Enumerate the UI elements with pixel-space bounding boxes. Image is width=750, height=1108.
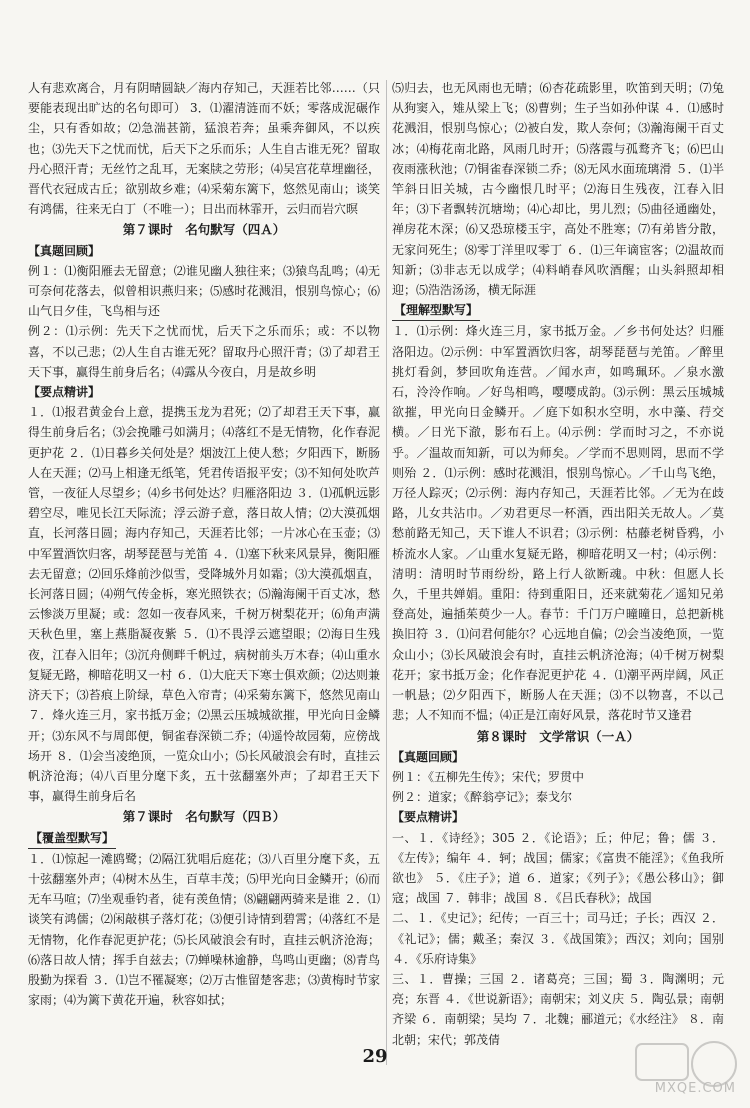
column-divider xyxy=(386,80,387,1065)
lesson-heading-7a: 第７课时 名句默写（四Ａ） xyxy=(122,222,286,238)
section-label-understanding xyxy=(392,300,724,321)
example-1: 例１：⑴衡阳雁去无留意；⑵谁见幽人独往来；⑶猿鸟乱鸣；⑷无可奈何花落去，似曾相识燕归来；⑸感时花溅泪，恨别鸟惊心；⑹山气日夕佳，飞鸟相与还 xyxy=(28,263,380,319)
cover-type-label: 【覆盖型默写】 xyxy=(28,828,116,849)
understanding-body: １．⑴示例：烽火连三月，家书抵万金。／乡书何处达？归雁洛阳边。⑵示例：中军置酒饮归客，胡琴琵琶与羌笛。／醉里挑灯看剑，梦回吹角连营。／闻水声，如鸣珮环。／泉水激石，泠泠作响。／好鸟相鸣，嘤嘤成韵。⑶示例：黑云压城城欲摧，甲光向日金鳞开。／庭下如积水空明，水中藻、荇交横。／日光下澈，影布石上。⑷示例：学而时习之，不亦说乎。／温故而知新，可以为师矣。／学而不思则罔，思而不学则殆 ２．⑴示例：感时花溅泪，恨别鸟惊心。／千山鸟飞绝，万径人踪灭；⑵示例：海内存知己，天涯若比邻。／无为在歧路，儿女共沾巾。／劝君更尽一杯酒，西出阳关无故人。／莫愁前路无知己，天下谁人不识君；⑶示例：枯藤老树昏鸦，小桥流水人家。／山重水复疑无路，柳暗花明又一村；⑷示例：清明：清明时节雨纷纷，路上行人欲断魂。中秋：但愿人长久，千里共婵娟。重阳：待到重阳日，还来就菊花／遥知兄弟登高处，遍插茱萸少一人。春节：千门万户曈曈日，总把新桃换旧符 ３．⑴问君何能尔？心远地自偏；⑵会当凌绝顶，一览众山小；⑶长风破浪会有时，直挂云帆济沧海；⑷千树万树梨花开；家书抵万金；化作春泥更护花 ４．⑴潮平两岸阔，风正一帆悬；⑵夕阳西下，断肠人在天涯；⑶不以物喜，不以己悲；人不知而不愠；⑷正是江南好风景，落花时节又逢君 xyxy=(392,324,724,723)
watermark-logo xyxy=(622,1036,742,1098)
watermark-text: MXQE.COM xyxy=(654,1081,736,1096)
lesson-heading-8a: 第８课时 文学常识（一Ａ） xyxy=(476,728,640,744)
intro-paragraph: 人有悲欢离合，月有阴晴圆缺／海内存知己，天涯若比邻……（只要能表现出旷达的名句即可） 3．⑴濯清涟而不妖；零落成泥碾作尘，只有香如故；⑵急湍甚箭，猛浪若奔；虽乘奔御风，不以疾也；⑶先天下之忧而忧，后天下之乐而乐；人生自古谁无死？留取丹心照汗青；无丝竹之乱耳，无案牍之劳形；⑷吴宫花草埋幽径，晋代衣冠成古丘；欲别故乡难；⑷采菊东篱下，悠然见南山；谈笑有鸿儒，往来无白丁（不唯一）；日出而林霏开，云归而岩穴暝 xyxy=(28,81,380,217)
cover-type-body: １．⑴惊起一滩鸥鹭；⑵隔江犹唱后庭花；⑶八百里分麾下炙，五十弦翻塞外声；⑷树木丛生，百草丰茂；⑸甲光向日金鳞开；⑹而无车马喧；⑺坐观垂钓者，徒有羡鱼情；⑻翩翩两骑来是谁 ２．⑴谈笑有鸿儒；⑵闲敲棋子落灯花；⑶便引诗情到碧霄；⑷落红不是无情物，化作春泥更护花；⑸长风破浪会有时，直挂云帆济沧海；⑹落日故人情；挥手自兹去；⑺蝉噪林逾静，鸟鸣山更幽；⑻青鸟殷勤为探看 ３．⑴岂不罹凝寒；⑵万古惟留楚客悲；⑶黄梅时节家家雨；⑷为篱下黄花开遍，秋容如拭； xyxy=(28,851,380,1008)
example-1-8: 例１：《五柳先生传》；宋代；罗贯中 xyxy=(392,769,585,784)
left-column xyxy=(28,78,380,1010)
continued-answers: ⑸归去，也无风雨也无晴；⑹杏花疏影里，吹笛到天明；⑺兔从狗窦入，雉从梁上飞；⑻曹刿；生子当如孙仲谋 ４．⑴感时花溅泪，恨别鸟惊心；⑵被白发，欺人奈何；⑶瀚海阑干百丈冰；⑷梅花南北路，风雨几时开；⑸落霞与孤鹜齐飞；⑹巴山夜雨涨秋池；⑺铜雀春深锁二乔；⑻无风水面琉璃滑 ５．⑴半竿斜日旧关城，古今幽恨几时平；⑵海日生残夜，江春入旧年；⑶下者飘转沉塘坳；⑷心却比，男儿烈；⑸曲径通幽处，禅房花木深；⑹又恐琼楼玉宇，高处不胜寒；⑺有弟皆分散，无家问死生；⑻零丁洋里叹零丁 ６．⑴三年谪宦客；⑵温故而知新；⑶非志无以成学；⑷料峭春风吹酒醒；山头斜照却相迎；⑸浩浩汤汤，横无际涯 xyxy=(392,81,724,298)
section-label-real-review-8: 【真题回顾】 xyxy=(392,749,465,764)
example-2: 例２：⑴示例：先天下之忧而忧，后天下之乐而乐；或：不以物喜，不以己悲；⑵人生自古谁无死？留取丹心照汗青；⑶了却君王天下事，赢得生前身后名；⑷露从今夜白，月是故乡明 xyxy=(28,324,380,379)
literature-part-3: 三、１．曹操；三国 ２．诸葛亮；三国；蜀 ３．陶渊明；元亮；东晋 ４．《世说新语》；南朝宋；刘义庆 ５．陶弘景；南朝齐梁 ６．南朝梁；吴均 ７．北魏；郦道元；《水经注》 ８．南北朝；宋代；郭茂倩 xyxy=(392,971,724,1047)
literature-part-1: 一、１．《诗经》；305 ２．《论语》；丘；仲尼；鲁；儒 ３．《左传》；编年 ４．轲；战国；儒家；《富贵不能淫》；《鱼我所欲也》 ５．《庄子》；道 ６．道家；《列子》；《愚公移山》；御寇；战国 ７．韩非；战国 ８．《吕氏春秋》；战国 xyxy=(392,830,724,906)
section-label-key-points-8: 【要点精讲】 xyxy=(392,810,465,825)
example-2-8: 例２：道家；《醉翁亭记》；泰戈尔 xyxy=(392,790,573,805)
key-points-body: １．⑴报君黄金台上意，提携玉龙为君死；⑵了却君王天下事，赢得生前身后名；⑶会挽雕弓如满月；⑷落红不是无情物，化作春泥更护花 ２．⑴日暮乡关何处是？烟波江上使人愁；夕阳西下，断肠人在天涯；⑵马上相逢无纸笔，凭君传语报平安；⑶不知何处吹芦管，一夜征人尽望乡；⑷乡书何处达？归雁洛阳边 ３．⑴孤帆远影碧空尽，唯见长江天际流；浮云游子意，落日故人情；⑵大漠孤烟直，长河落日圆；海内存知己，天涯若比邻；一片冰心在玉壶；⑶中军置酒饮归客，胡琴琵琶与羌笛 ４．⑴塞下秋来风景异，衡阳雁去无留意；⑵回乐烽前沙似雪，受降城外月如霜；⑶大漠孤烟直，长河落日圆；⑷朔气传金柝，寒光照铁衣；⑸瀚海阑干百丈冰，愁云惨淡万里凝；或：忽如一夜春风来，千树万树梨花开；⑹角声满天秋色里，塞上燕脂凝夜紫 ５．⑴不畏浮云遮望眼；⑵海日生残夜，江春入旧年；⑶沉舟侧畔千帆过，病树前头万木春；⑷山重水复疑无路，柳暗花明又一村 ６．⑴大庇天下寒士俱欢颜；⑵达则兼济天下；⑶苔痕上阶绿，草色入帘青；⑷采菊东篱下，悠然见南山 ７．烽火连三月，家书抵万金；⑵黑云压城城欲摧，甲光向日金鳞开；⑶东风不与周郎便，铜雀春深锁二乔；⑷遥怜故园菊，应傍战场开 ８．⑴会当凌绝顶，一览众山小；⑸长风破浪会有时，直挂云帆济沧海；⑷八百里分麾下炙，五十弦翻塞外声；了却君王天下事，赢得生前身后名 xyxy=(28,405,380,804)
section-label-real-review: 【真题回顾】 xyxy=(28,243,101,258)
understanding-label: 【理解型默写】 xyxy=(392,300,480,321)
section-label-cover-type xyxy=(28,828,380,849)
page-number: 29 xyxy=(362,1046,388,1067)
literature-part-2: 二、１．《史记》；纪传；一百三十；司马迁；子长；西汉 ２．《礼记》；儒；戴圣；秦汉 ３．《战国策》；西汉；刘向；国别 ４．《乐府诗集》 xyxy=(392,911,724,966)
section-label-key-points: 【要点精讲】 xyxy=(28,385,101,400)
right-column xyxy=(392,78,724,1050)
lesson-heading-7b: 第７课时 名句默写（四Ｂ） xyxy=(122,809,286,825)
